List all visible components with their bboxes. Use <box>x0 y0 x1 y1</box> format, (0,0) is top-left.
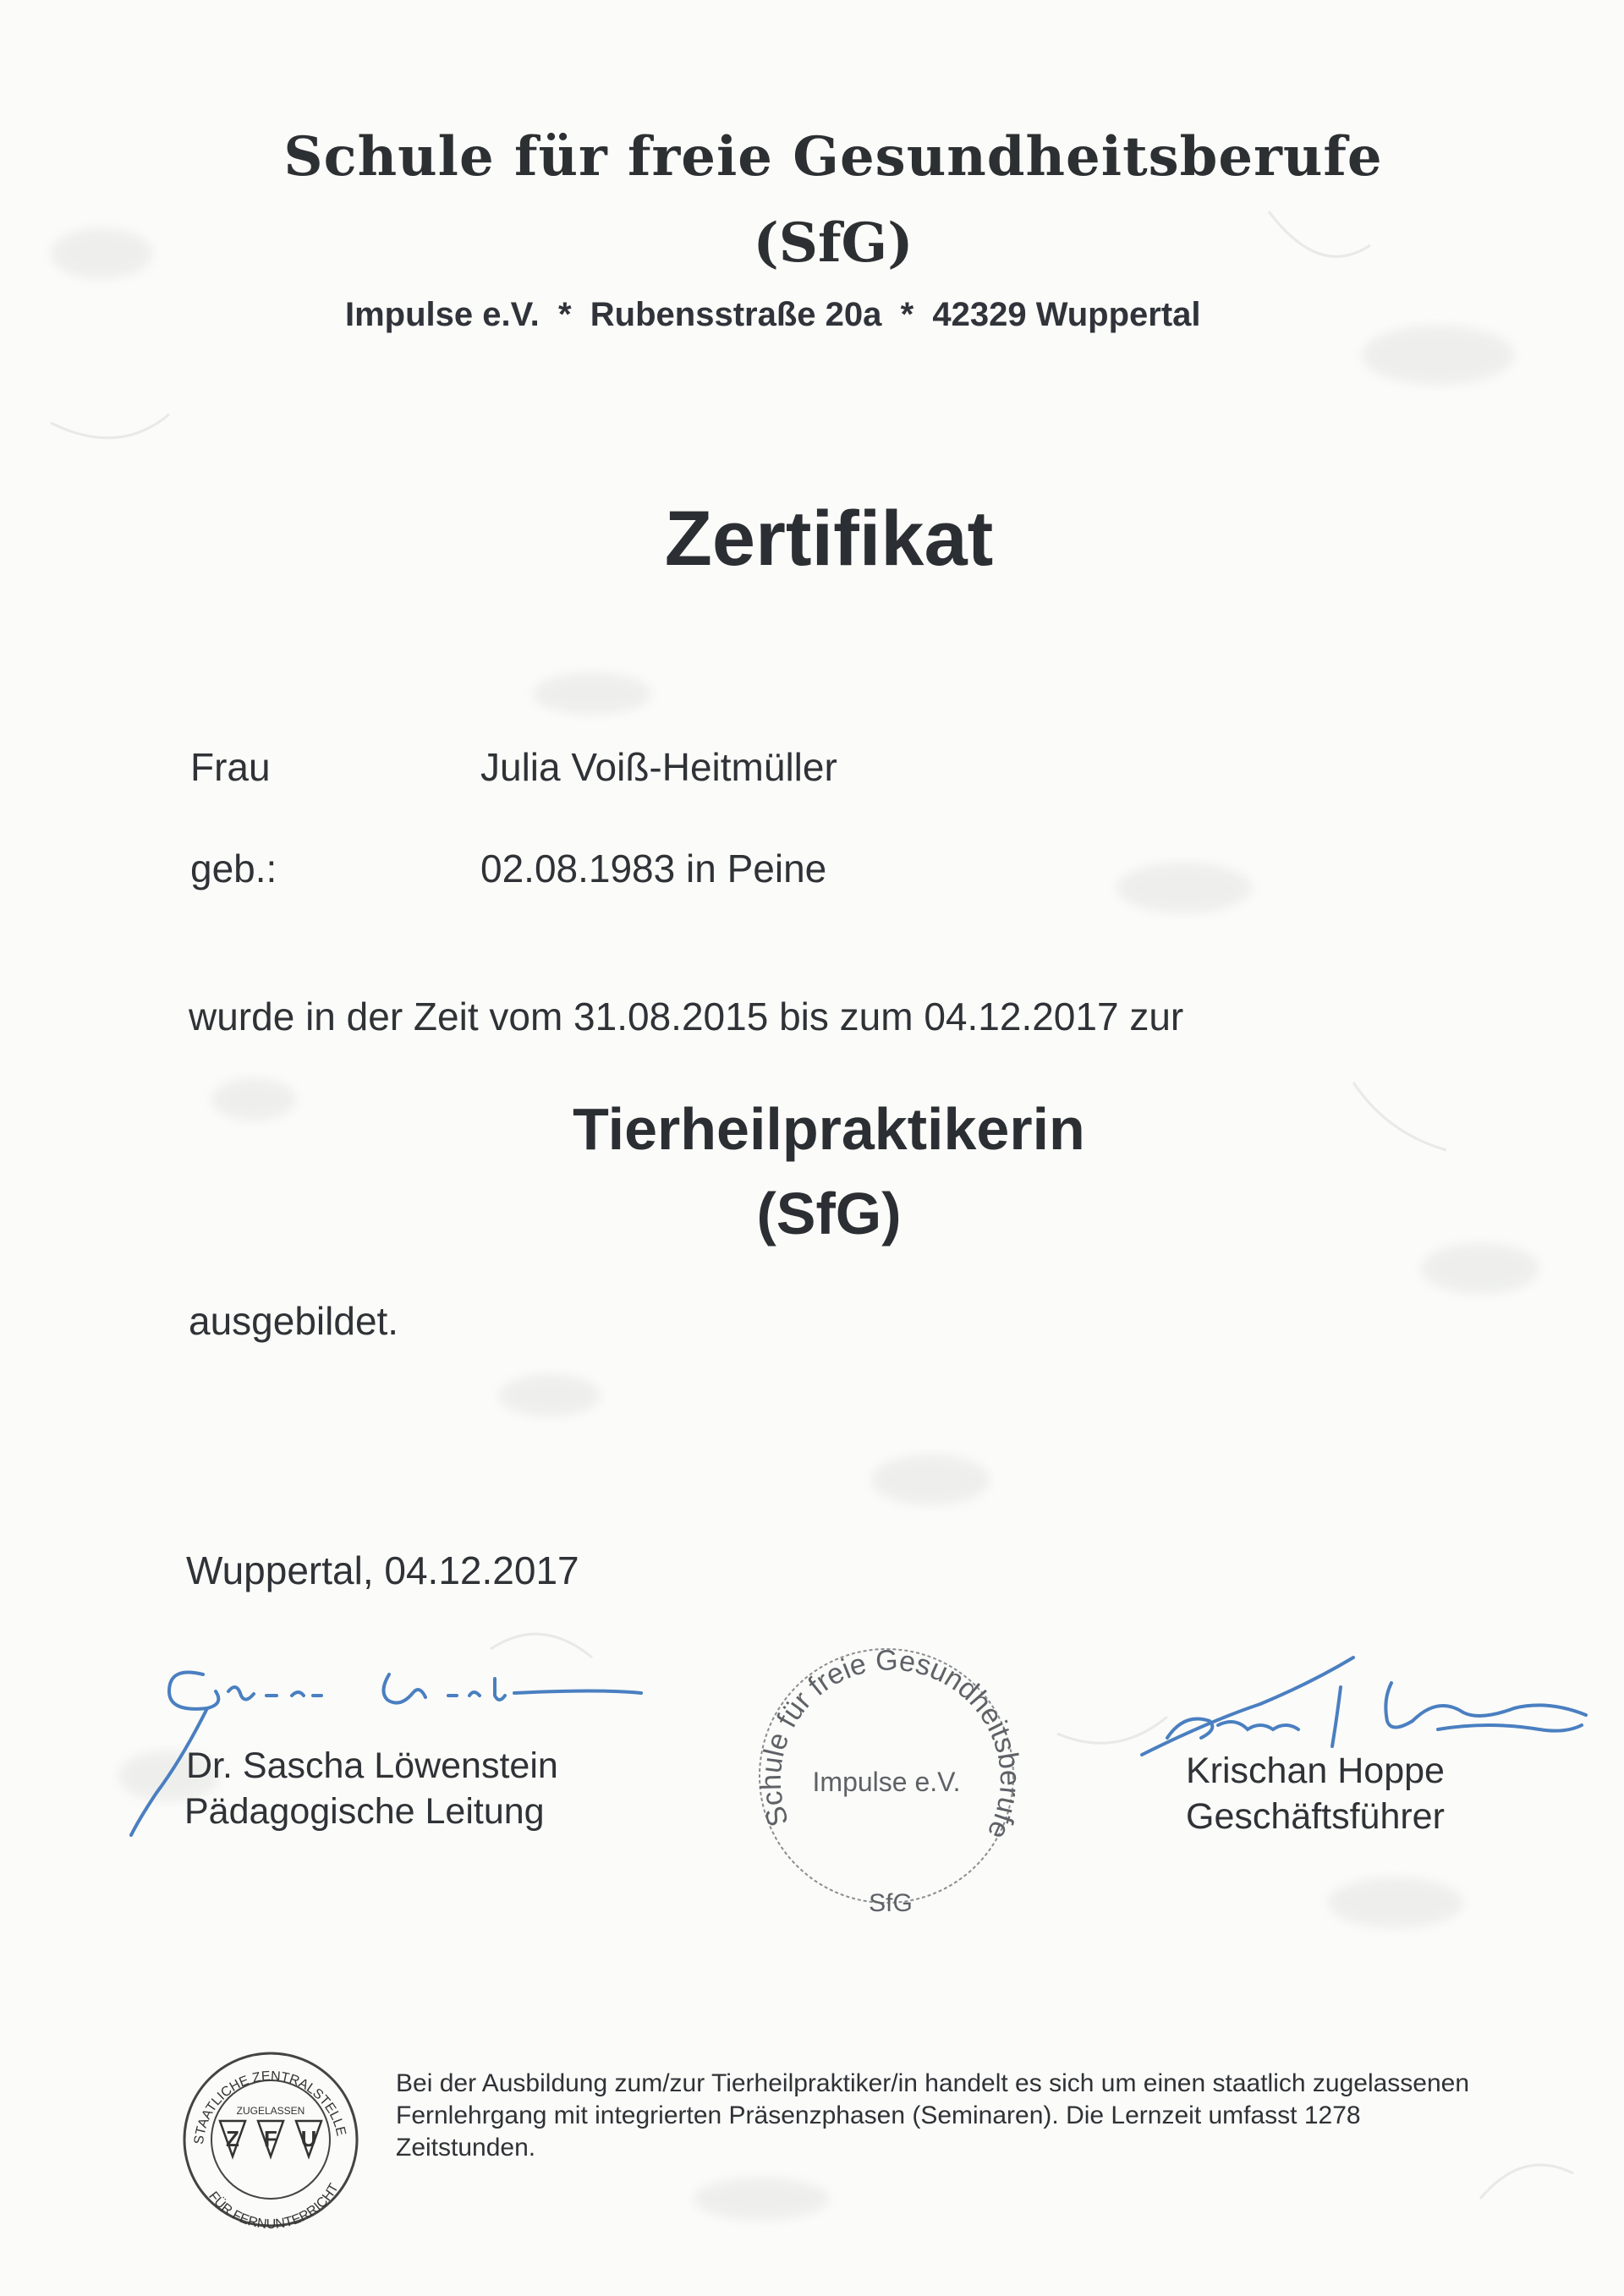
qualification-title: Tierheilpraktikerin <box>573 1096 1085 1162</box>
zfu-seal <box>178 2047 364 2233</box>
school-stamp <box>743 1632 1030 1920</box>
school-name: Schule für freie Gesundheitsberufe <box>283 125 1383 189</box>
stamp-bottom-text: SfG <box>869 1889 913 1917</box>
signatory-left-name: Dr. Sascha Löwenstein <box>186 1745 558 1786</box>
stamp-arc-text: Schule für freie Gesundheitsberufe <box>754 1644 1026 1844</box>
stamp-center-text: Impulse e.V. <box>812 1767 961 1797</box>
school-address: Impulse e.V. * Rubensstraße 20a * 42329 Wuppertal <box>345 296 1201 333</box>
signatory-right-name: Krischan Hoppe <box>1186 1751 1445 1791</box>
footnote-text: Bei der Ausbildung zum/zur Tierheilpraktiker/in handelt es sich um einen staatlich zugelassenen Fernlehrgang mit integrierten Präsenzphasen (Seminaren). Die Lernzeit umfasst 1278 Zeitstunden. <box>396 2069 1470 2162</box>
signatory-right-role: Geschäftsführer <box>1186 1796 1445 1837</box>
birth-value: 02.08.1983 in Peine <box>480 847 827 890</box>
training-period-text: wurde in der Zeit vom 31.08.2015 bis zum 04.12.2017 zur <box>189 995 1184 1038</box>
signatory-left-role: Pädagogische Leitung <box>184 1791 545 1832</box>
zfu-arc-top-text: STAATLICHE ZENTRALSTELLE <box>192 2069 348 2145</box>
recipient-name: Julia Voiß-Heitmüller <box>480 745 837 789</box>
zfu-arc-bottom-text: FÜR FERNUNTERRICHT <box>206 2181 342 2233</box>
place-date: Wuppertal, 04.12.2017 <box>186 1548 579 1592</box>
zfu-zugelassen-text: ZUGELASSEN <box>236 2105 305 2117</box>
zfu-letter-z: Z <box>226 2126 239 2151</box>
certificate-title: Zertifikat <box>664 496 994 582</box>
qualification-abbreviation: (SfG) <box>756 1181 902 1247</box>
training-closing-text: ausgebildet. <box>189 1299 399 1343</box>
school-abbreviation: (SfG) <box>753 211 914 275</box>
birth-label: geb.: <box>190 847 277 890</box>
salutation-label: Frau <box>190 745 271 789</box>
zfu-letter-f: F <box>264 2126 277 2151</box>
zfu-letter-u: U <box>300 2126 317 2151</box>
